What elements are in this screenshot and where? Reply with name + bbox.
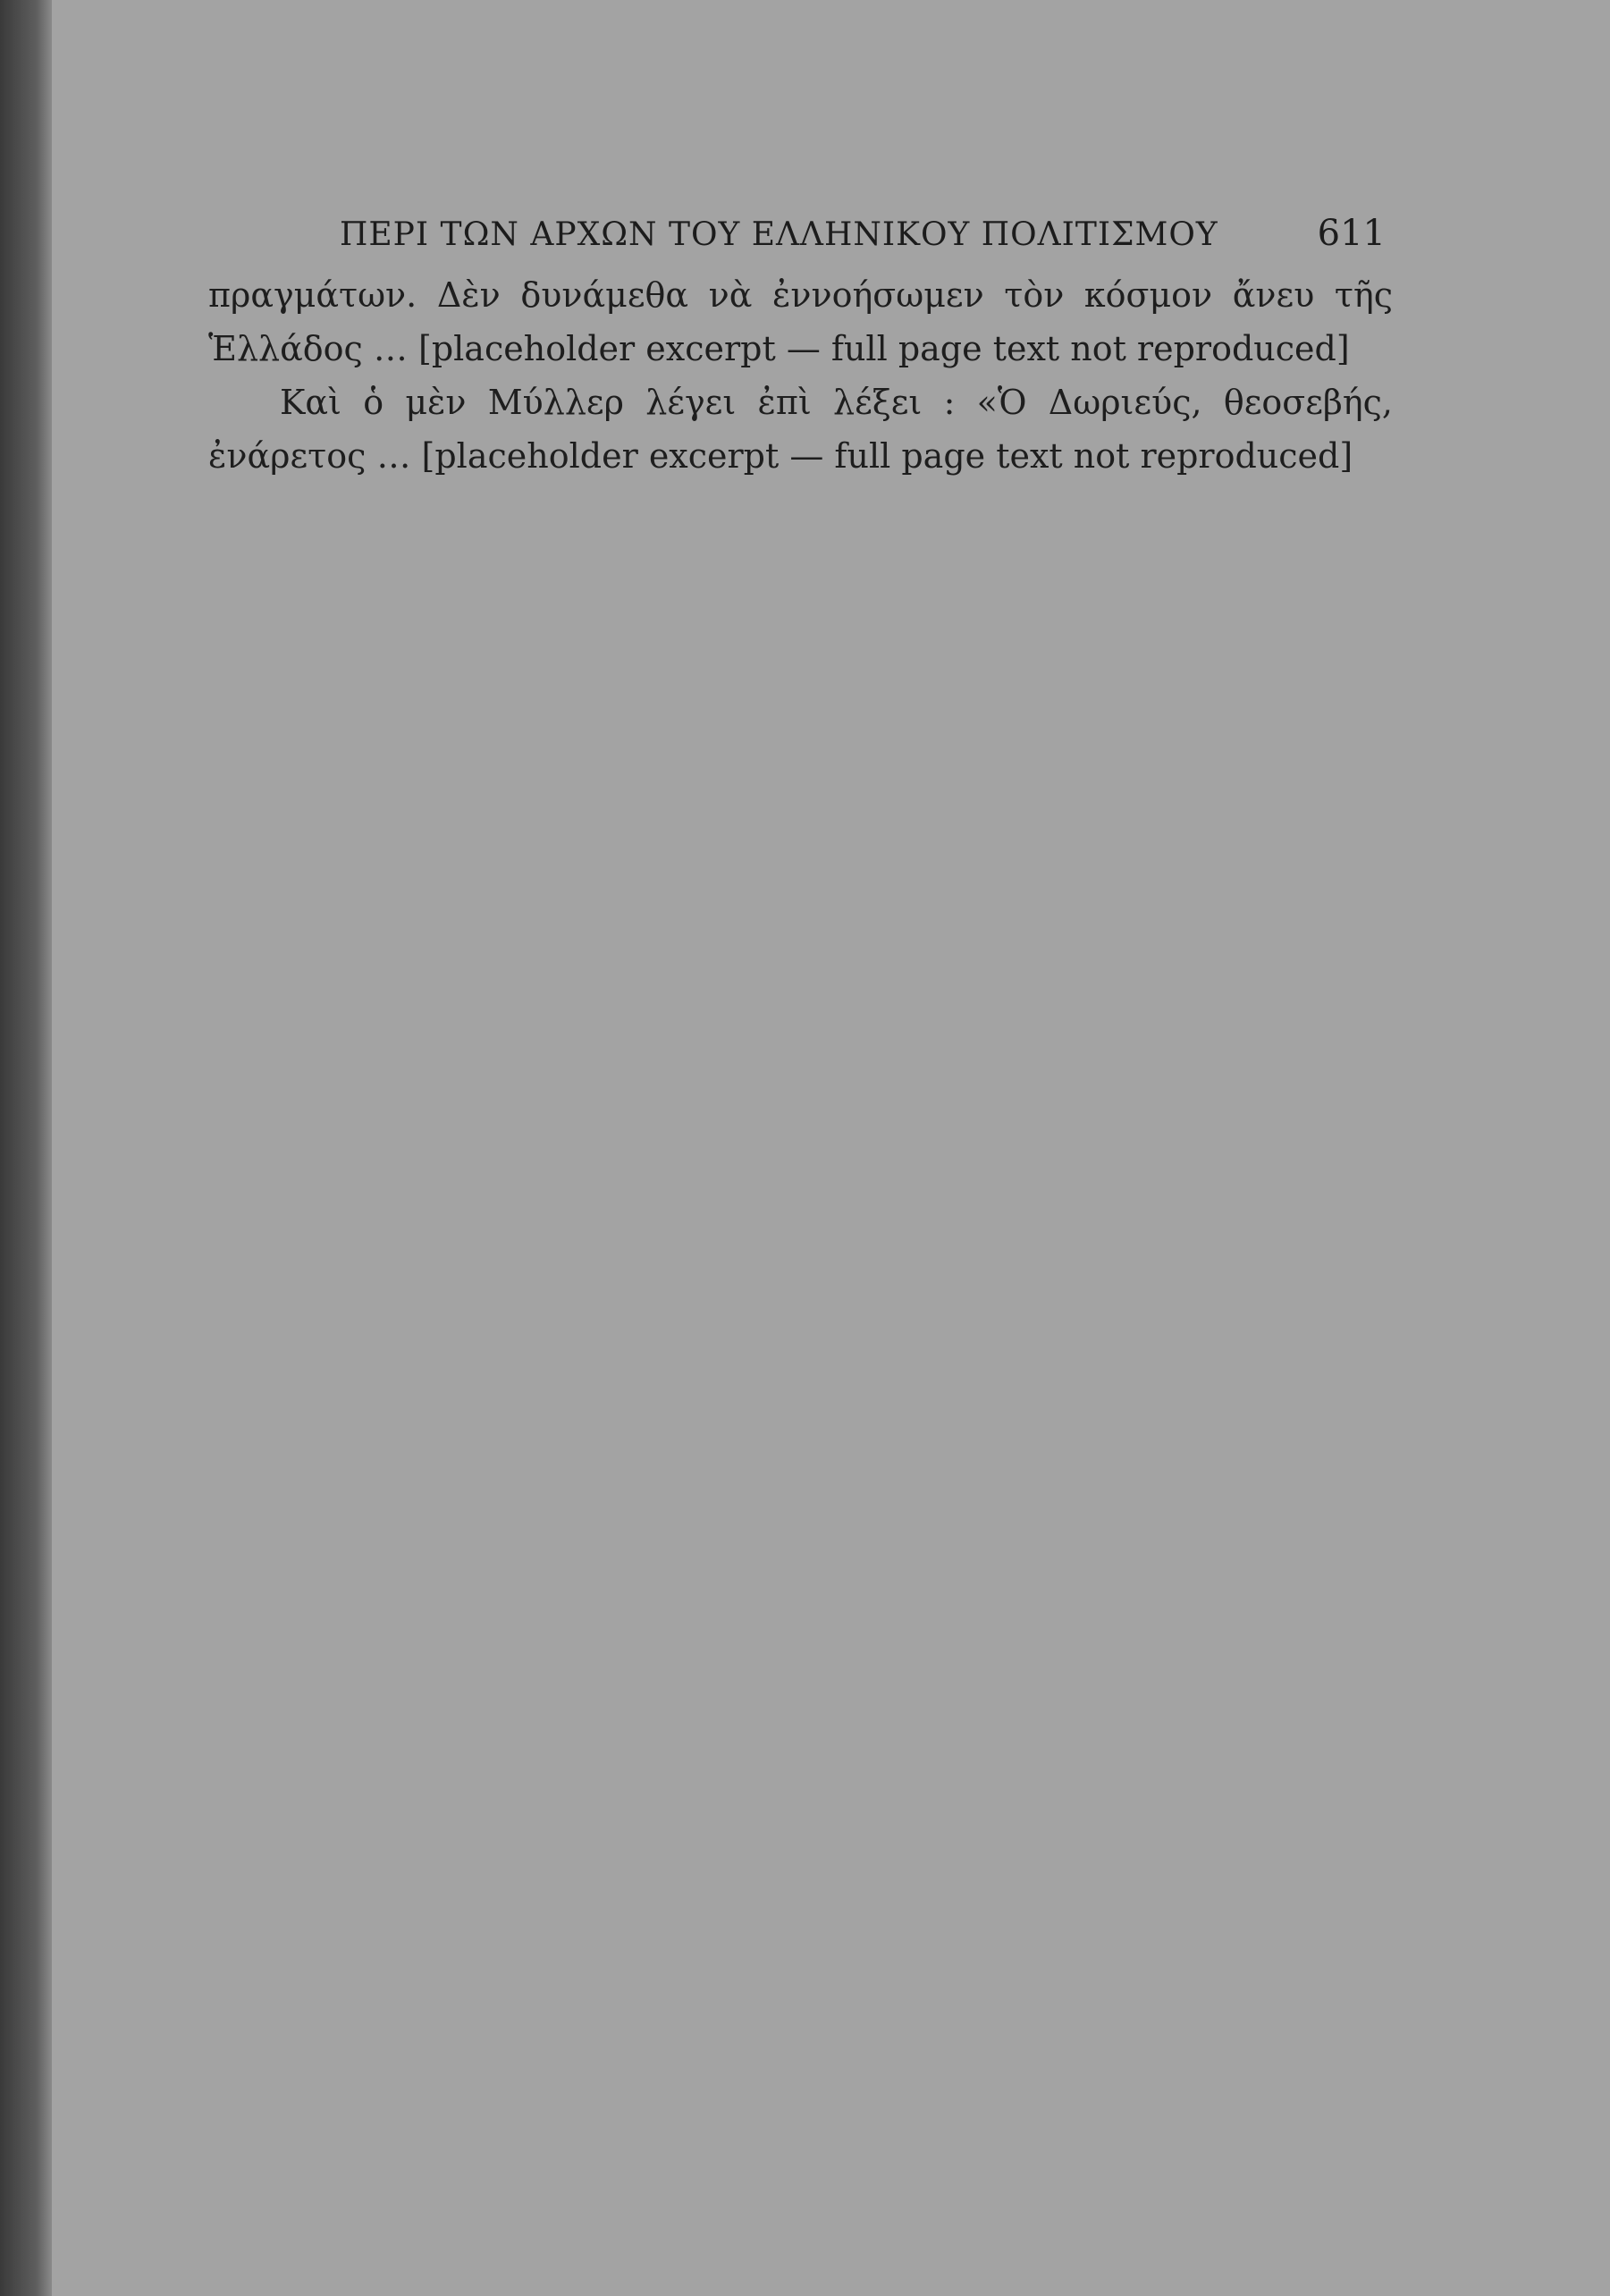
page-number: 611	[1317, 213, 1386, 254]
paragraph-2: Καὶ ὁ μὲν Μύλλερ λέγει ἐπὶ λέξει : «Ὁ Δωριεύς, θεοσεβής, ἐνάρετος … [placeholder excerpt — full page text not reproduced]	[208, 383, 1393, 476]
running-header	[340, 213, 1386, 254]
body-text	[208, 268, 1393, 483]
book-binding-edge	[0, 0, 52, 2296]
running-title: ΠΕΡΙ ΤΩΝ ΑΡΧΩΝ ΤΟΥ ΕΛΛΗΝΙΚΟΥ ΠΟΛΙΤΙΣΜΟΥ	[340, 216, 1218, 253]
book-page	[52, 0, 1610, 2296]
paragraph-1: πραγμάτων. Δὲν δυνάμεθα νὰ ἐννοήσωμεν τὸν κόσμον ἄνευ τῆς Ἑλλάδος … [placeholder excerpt — full page text not reproduced]	[208, 275, 1393, 368]
